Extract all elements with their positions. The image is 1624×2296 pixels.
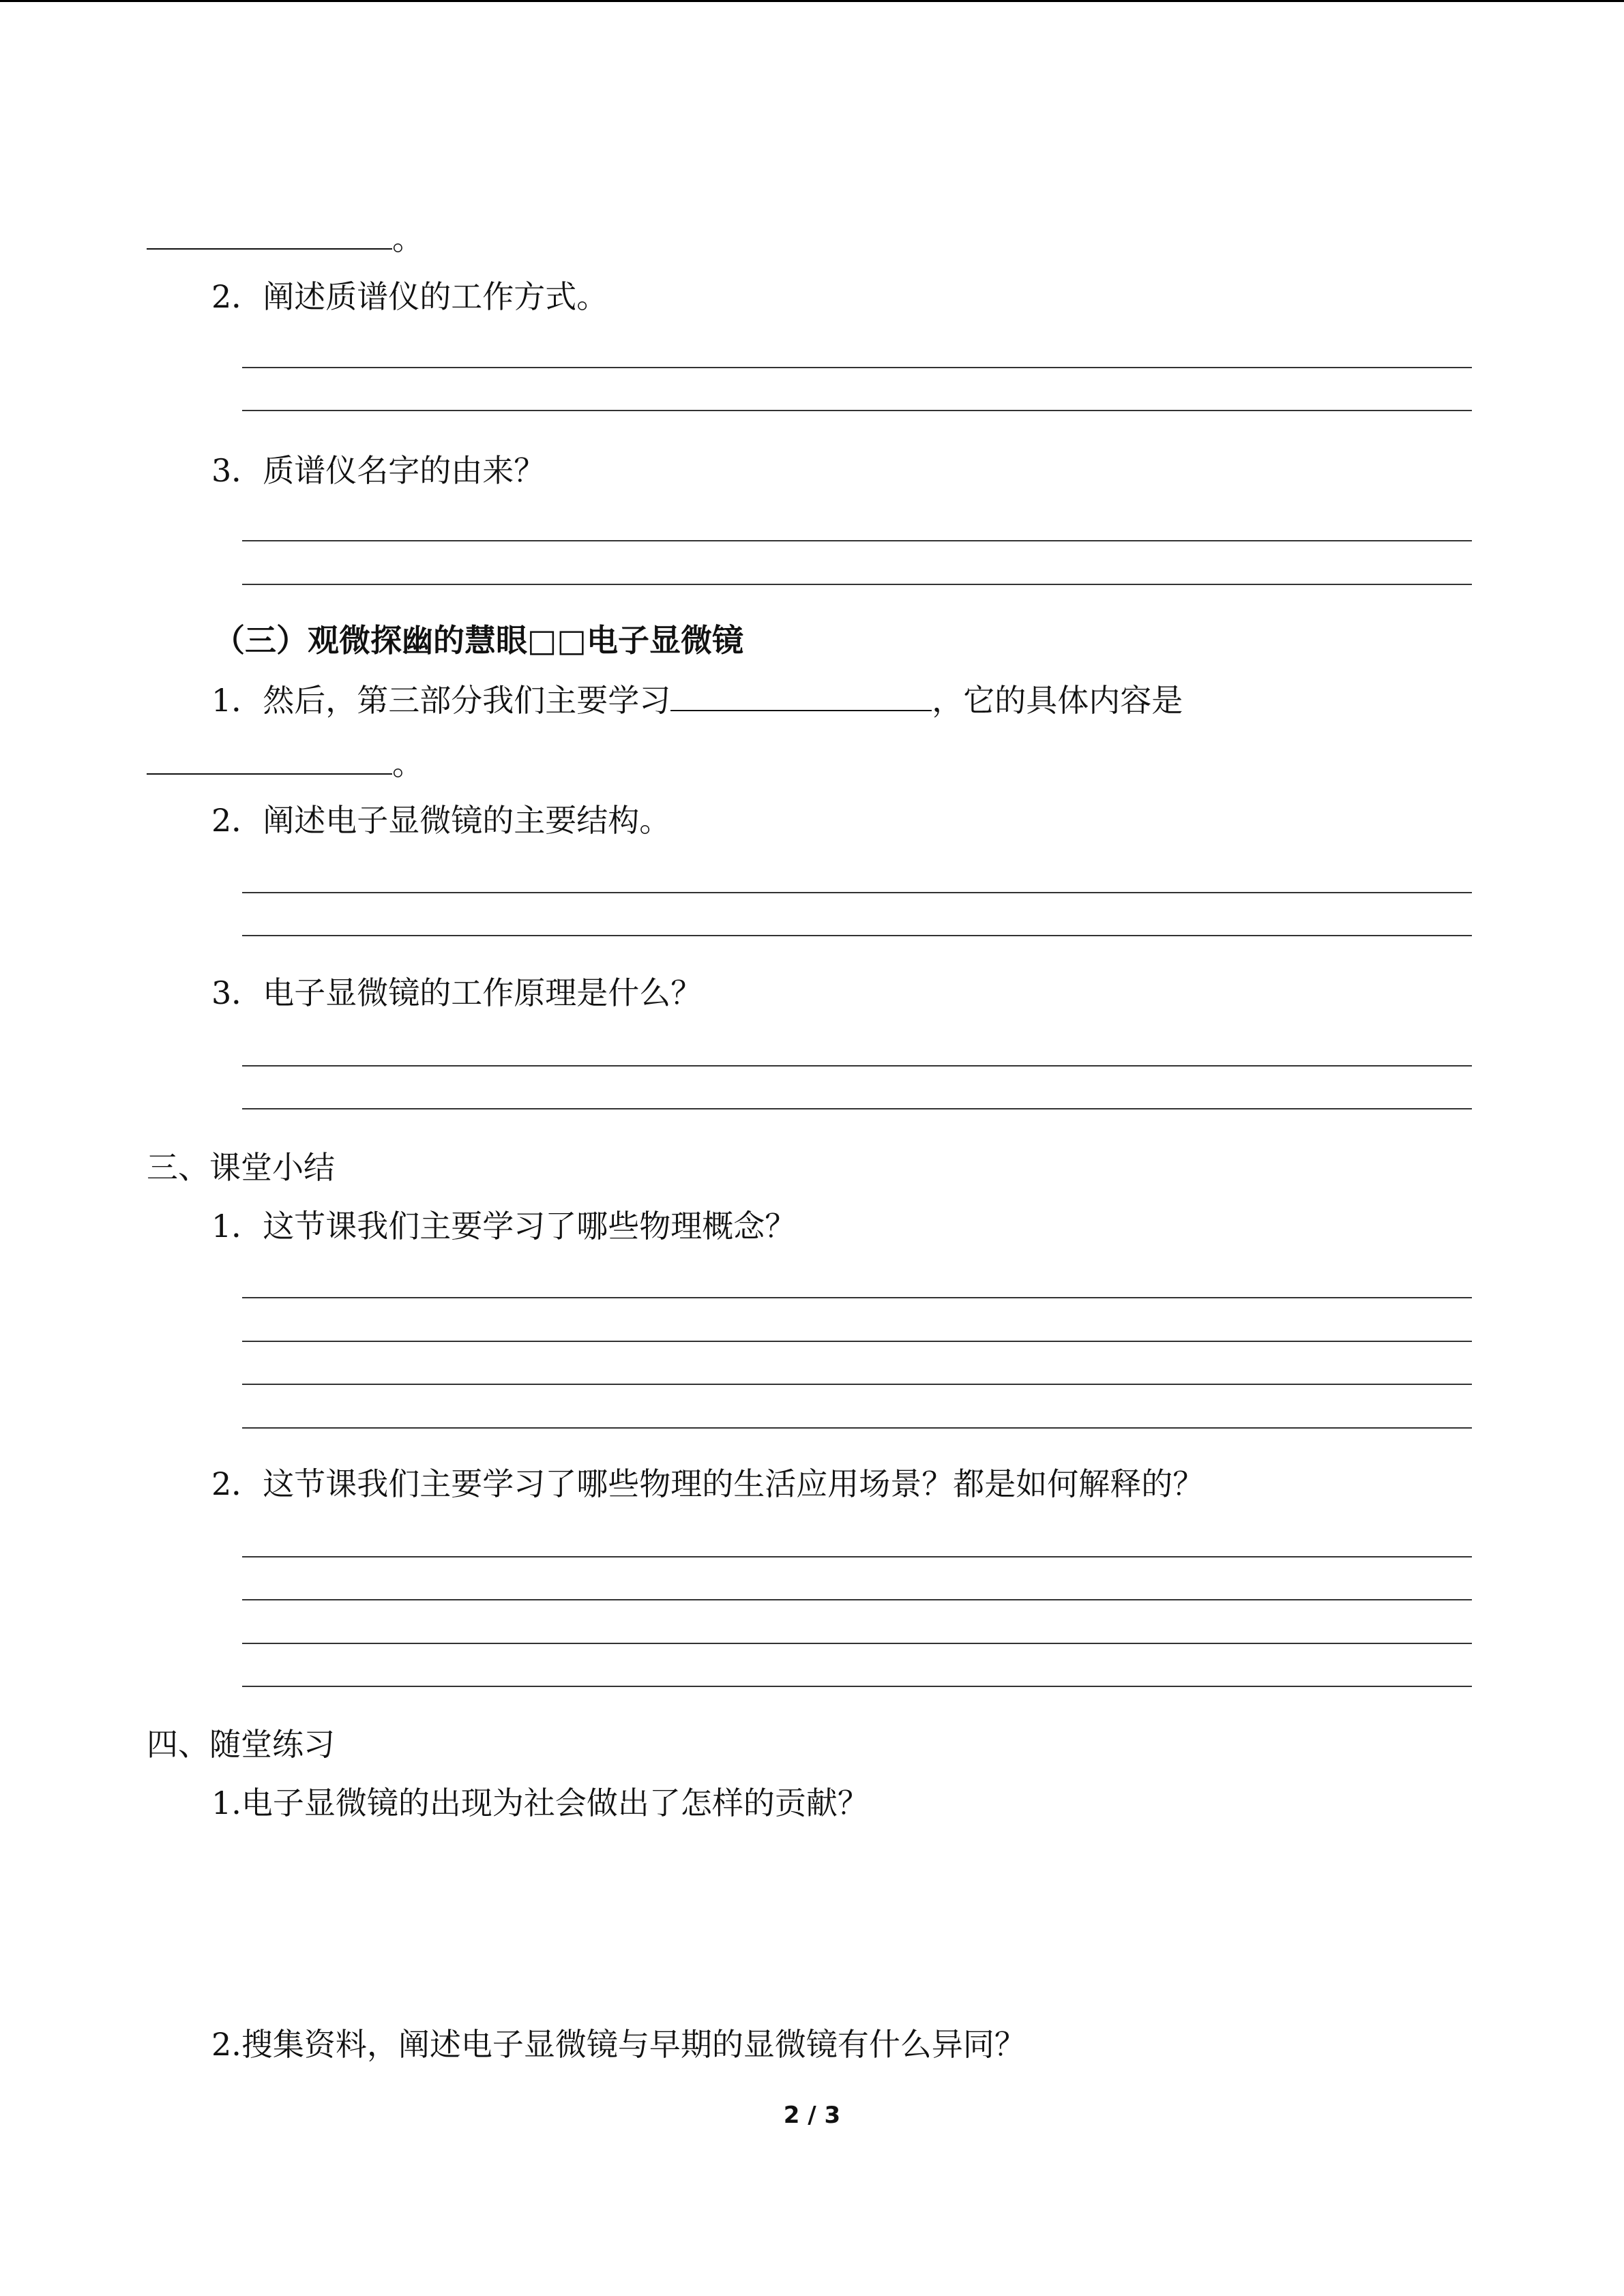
question-third-part: 1．然后，第三部分我们主要学习 ，它的具体内容是	[211, 682, 1183, 719]
answer-line[interactable]	[242, 367, 1472, 368]
answer-blank-line: 。	[147, 745, 424, 783]
fill-blank[interactable]	[147, 745, 392, 775]
answer-line[interactable]	[242, 1599, 1472, 1600]
page-top-border	[0, 0, 1624, 2]
answer-line[interactable]	[242, 1297, 1472, 1298]
missing-glyph-boxes: □□	[527, 622, 587, 659]
answer-line[interactable]	[242, 1427, 1472, 1429]
answer-line[interactable]	[242, 892, 1472, 893]
answer-line[interactable]	[242, 1643, 1472, 1644]
answer-line[interactable]	[242, 1384, 1472, 1385]
practice-question-contribution: 1.电子显微镜的出现为社会做出了怎样的贡献？	[211, 1785, 869, 1821]
answer-line[interactable]	[242, 1341, 1472, 1342]
answer-line[interactable]	[242, 1686, 1472, 1687]
question-life-applications: 2．这节课我们主要学习了哪些物理的生活应用场景？都是如何解释的？	[211, 1465, 1205, 1502]
section-heading-electron-microscope: （三）观微探幽的慧眼□□电子显微镜	[213, 622, 743, 659]
section-heading-practice: 四、随堂练习	[147, 1726, 335, 1763]
question-em-principle: 3．电子显微镜的工作原理是什么？	[211, 974, 703, 1011]
fill-blank[interactable]	[147, 220, 392, 250]
answer-line[interactable]	[242, 1556, 1472, 1557]
question-mass-spec-name: 3．质谱仪名字的由来？	[211, 452, 546, 489]
question-physics-concepts: 1．这节课我们主要学习了哪些物理概念？	[211, 1208, 797, 1244]
answer-line[interactable]	[242, 1065, 1472, 1067]
question-mass-spec-method: 2．阐述质谱仪的工作方式。	[211, 278, 608, 315]
answer-line[interactable]	[242, 410, 1472, 411]
answer-blank-line: 。	[147, 220, 424, 258]
answer-line[interactable]	[242, 1108, 1472, 1109]
section-heading-summary: 三、课堂小结	[147, 1149, 335, 1186]
practice-question-comparison: 2.搜集资料，阐述电子显微镜与早期的显微镜有什么异同？	[211, 2026, 1026, 2063]
page-number: 2 / 3	[783, 2102, 841, 2129]
answer-line[interactable]	[242, 935, 1472, 936]
answer-line[interactable]	[242, 584, 1472, 585]
fill-blank[interactable]	[670, 681, 932, 711]
question-em-structure: 2．阐述电子显微镜的主要结构。	[211, 802, 671, 839]
answer-line[interactable]	[242, 540, 1472, 541]
